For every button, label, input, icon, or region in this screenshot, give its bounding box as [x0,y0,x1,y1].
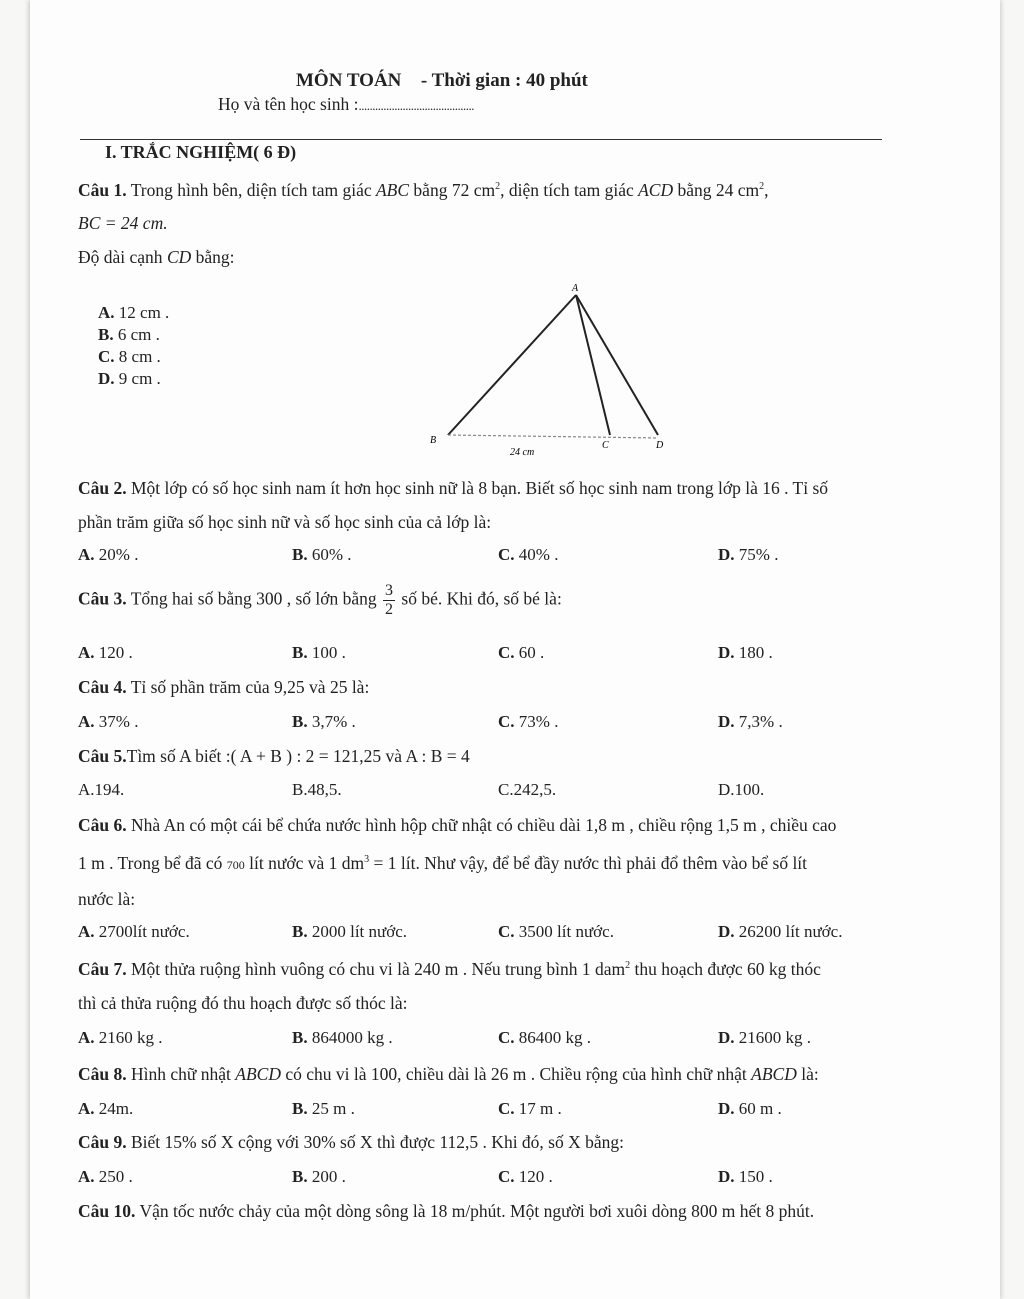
opt-key: D. [718,643,735,662]
q9-label: Câu 9. [78,1132,127,1152]
q7-label: Câu 7. [78,959,127,979]
q2-option-b[interactable] [292,545,352,565]
q2-option-d[interactable] [718,545,778,565]
opt-key: B. [292,780,308,799]
q5-line [78,746,470,767]
q1-line2: BC = 24 cm. [78,213,168,233]
opt-key: B. [292,712,308,731]
opt-key: C. [498,643,515,662]
q3-line [78,582,562,619]
opt-key: B. [292,922,308,941]
vertex-c-label: C [602,440,609,451]
q1-acd: ACD [638,180,674,200]
q7-options [0,1028,1024,1052]
opt-val: 194. [94,780,125,799]
q6-line1 [78,815,836,836]
q7-line2: thì cả thửa ruộng đó thu hoạch được số thóc là: [78,993,408,1013]
opt-val: 150 . [738,1167,773,1186]
q4-option-a[interactable] [78,712,138,732]
opt-val: 242,5. [513,780,557,799]
q1-opt-key: D. [98,369,115,388]
opt-key: B. [292,1167,308,1186]
opt-val: 40% . [518,545,559,564]
opt-val: 48,5. [307,780,342,799]
q6-line3: nước là: [78,889,136,909]
q3-option-b[interactable] [292,643,346,663]
opt-key: A. [78,922,95,941]
opt-key: B. [292,1099,308,1118]
opt-val: 60 m . [738,1099,782,1118]
q3-option-d[interactable] [718,643,773,663]
opt-val: 60 . [518,643,545,662]
q3-text-a: Tổng hai số bằng 300 , số lớn bằng [130,588,377,609]
q1-opt-val: 6 cm . [117,325,160,344]
q1-option-a[interactable] [98,302,169,324]
opt-val: 864000 kg . [311,1028,393,1047]
q6-options [0,922,1024,946]
q6-label: Câu 6. [78,815,127,835]
q5-label: Câu 5. [78,746,127,766]
header-divider [80,139,882,140]
edge-ac [576,295,610,435]
opt-val: 86400 kg . [518,1028,592,1047]
q1-area1: 72 cm [451,180,496,200]
opt-val: 20% . [98,545,139,564]
q1-text-b: bằng [413,180,448,200]
opt-val: 120 . [518,1167,553,1186]
q8-text-b: có chu vi là 100, chiều dài là 26 m . Chiều rộng của hình chữ nhật [285,1064,747,1084]
opt-key: A. [78,1167,95,1186]
opt-key: A. [78,712,95,731]
q1-prompt-b: bằng: [195,247,235,267]
opt-key: B. [292,643,308,662]
bc-length-label: 24 cm [510,447,535,458]
q1-opt-val: 12 cm . [118,303,170,322]
q3-option-a[interactable] [78,643,133,663]
q8-option-c[interactable] [498,1099,562,1119]
opt-val: 25 m . [311,1099,355,1118]
edge-bd [448,435,658,438]
q2-option-a[interactable] [78,545,138,565]
opt-val: 100 . [311,643,346,662]
vertex-d-label: D [656,440,664,451]
q6-option-c[interactable] [498,922,614,942]
q6-text2b: 700 [226,858,245,872]
q3-label: Câu 3. [78,588,127,609]
opt-val: 100. [734,780,765,799]
q8-options [0,1099,1024,1123]
opt-val: 7,3% . [738,712,783,731]
q10-text: Vận tốc nước chảy của một dòng sông là 18 m/phút. Một người bơi xuôi dòng 800 m hết 8 phút. [139,1201,815,1221]
q5-option-d[interactable] [718,780,764,800]
opt-key: A. [78,1099,95,1118]
opt-val: 24m. [98,1099,134,1118]
opt-key: C. [498,1099,515,1118]
q1-abc: ABC [375,180,410,200]
q1-opt-key: A. [98,303,115,322]
vertex-b-label: B [430,435,437,446]
opt-key: A. [78,545,95,564]
q1-area2: 24 cm [715,180,760,200]
opt-val: 250 . [98,1167,133,1186]
q8-abcd: ABCD [235,1064,281,1084]
opt-key: C. [498,922,515,941]
q9-option-c[interactable] [498,1167,553,1187]
opt-key: C. [498,545,515,564]
q2-line2: phần trăm giữa số học sinh nữ và số học sinh của cả lớp là: [78,512,492,532]
opt-key: C. [498,1028,515,1047]
opt-key: A. [78,1028,95,1047]
opt-key: B. [292,545,308,564]
q7-option-a[interactable] [78,1028,163,1048]
q8-option-a[interactable] [78,1099,133,1119]
opt-val: 180 . [738,643,773,662]
q1-line1 [78,180,769,201]
q1-option-c[interactable] [98,346,169,368]
exam-header [296,70,588,92]
opt-key: A. [78,780,95,799]
opt-val: 200 . [311,1167,346,1186]
q1-option-d[interactable] [98,368,169,390]
opt-val: 17 m . [518,1099,562,1118]
q4-option-d[interactable] [718,712,783,732]
q1-opt-val: 8 cm . [118,347,161,366]
q7-text1b: thu hoạch được 60 kg thóc [630,959,821,979]
q7-text1a: Một thửa ruộng hình vuông có chu vi là 240 m . Nếu trung bình 1 dam [131,959,626,979]
q7-line1 [78,959,821,980]
q10-line [78,1201,814,1222]
q9-option-a[interactable] [78,1167,133,1187]
q2-option-c[interactable] [498,545,558,565]
opt-key: D. [718,545,735,564]
q6-text2d: = 1 lít. Như vậy, để bể đầy nước thì phải đổ thêm vào bể số lít [369,853,808,873]
q3-fraction [383,582,395,619]
opt-key: C. [498,780,514,799]
opt-key: B. [292,1028,308,1047]
q6-text2c: lít nước và 1 dm [249,853,365,873]
q2-line1 [78,478,828,499]
q8-option-b[interactable] [292,1099,355,1119]
student-name-label: Họ và tên học sinh : [218,94,359,114]
q1-text-d: bằng [677,180,712,200]
opt-val: 26200 lít nước. [738,922,843,941]
opt-key: D. [718,1167,735,1186]
triangle-figure [420,280,680,460]
opt-key: D. [718,922,735,941]
opt-val: 60% . [311,545,352,564]
q1-opt-key: C. [98,347,115,366]
q3-option-c[interactable] [498,643,544,663]
q6-text2a: 1 m . Trong bể đã có [78,853,223,873]
q3-frac-den: 2 [385,601,394,618]
q1-prompt-a: Độ dài cạnh [78,247,163,267]
opt-val: 2700lít nước. [98,922,190,941]
edge-ab [448,295,576,435]
opt-val: 120 . [98,643,133,662]
q8-line [78,1064,819,1085]
q7-option-c[interactable] [498,1028,591,1048]
section-title: I. TRẮC NGHIỆM( 6 Đ) [105,142,297,162]
q5-text: Tìm số A biết :( A + B ) : 2 = 121,25 và A : B = 4 [126,746,470,766]
q1-text-e: , [764,180,769,200]
opt-key: C. [498,712,515,731]
q4-option-c[interactable] [498,712,558,732]
q8-abcd2: ABCD [751,1064,797,1084]
q6-text1: Nhà An có một cái bể chứa nước hình hộp chữ nhật có chiều dài 1,8 m , chiều rộng 1,5 m , chiều cao [131,815,837,835]
student-name-dots: .......................................... [358,98,474,113]
opt-val: 2000 lít nước. [311,922,408,941]
q6-line2 [78,853,807,874]
q7-option-b[interactable] [292,1028,393,1048]
q2-options [0,545,1024,569]
opt-val: 3500 lít nước. [518,922,614,941]
q1-text-a: Trong hình bên, diện tích tam giác [130,180,372,200]
q1-opt-val: 9 cm . [118,369,161,388]
q2-label: Câu 2. [78,478,127,498]
q4-options [0,712,1024,736]
opt-key: D. [718,1099,735,1118]
q6-sup: 3 [364,854,370,866]
q3-options [0,643,1024,667]
opt-key: D. [718,712,735,731]
q3-text-b: số bé. Khi đó, số bé là: [401,588,562,609]
opt-key: D. [718,1028,735,1047]
q8-text-a: Hình chữ nhật [131,1064,231,1084]
q6-option-a[interactable] [78,922,190,942]
q9-option-d[interactable] [718,1167,773,1187]
student-name-line [218,94,474,115]
opt-val: 37% . [98,712,139,731]
q5-option-b[interactable] [292,780,342,800]
q7-option-d[interactable] [718,1028,811,1048]
opt-val: 73% . [518,712,559,731]
q1-options [98,302,169,390]
q6-option-b[interactable] [292,922,407,942]
q1-opt-key: B. [98,325,114,344]
q4-line [78,677,369,698]
q1-sup2: 2 [759,181,765,193]
q1-sup1: 2 [495,181,501,193]
q1-text-c: , diện tích tam giác [500,180,634,200]
q4-label: Câu 4. [78,677,127,697]
q8-text-c: là: [801,1064,819,1084]
q7-sup: 2 [625,960,631,972]
opt-key: D. [718,780,735,799]
subject-title: MÔN TOÁN [296,70,402,91]
opt-val: 75% . [738,545,779,564]
q4-option-b[interactable] [292,712,356,732]
q9-line [78,1132,624,1153]
vertex-a-label: A [572,283,579,294]
q9-options [0,1167,1024,1191]
q1-label: Câu 1. [78,180,127,200]
edge-ad [576,295,658,435]
q4-text: Tỉ số phần trăm của 9,25 và 25 là: [130,677,370,697]
q9-text: Biết 15% số X cộng với 30% số X thì được 112,5 . Khi đó, số X bằng: [131,1132,625,1152]
q1-prompt [78,247,235,268]
q5-options [0,780,1024,804]
q5-option-c[interactable] [498,780,556,800]
time-limit: - Thời gian : 40 phút [420,70,588,91]
opt-key: C. [498,1167,515,1186]
opt-val: 2160 kg . [98,1028,163,1047]
opt-key: A. [78,643,95,662]
q2-text1: Một lớp có số học sinh nam ít hơn học sinh nữ là 8 bạn. Biết số học sinh nam trong lớp là 16 . Tỉ số [131,478,829,498]
opt-val: 3,7% . [311,712,356,731]
q3-frac-num: 3 [385,582,394,599]
q8-option-d[interactable] [718,1099,782,1119]
q8-label: Câu 8. [78,1064,127,1084]
q6-option-d[interactable] [718,922,842,942]
q1-option-b[interactable] [98,324,169,346]
q9-option-b[interactable] [292,1167,346,1187]
opt-val: 21600 kg . [738,1028,812,1047]
q10-label: Câu 10. [78,1201,136,1221]
q5-option-a[interactable] [78,780,124,800]
q1-cd: CD [166,247,192,267]
